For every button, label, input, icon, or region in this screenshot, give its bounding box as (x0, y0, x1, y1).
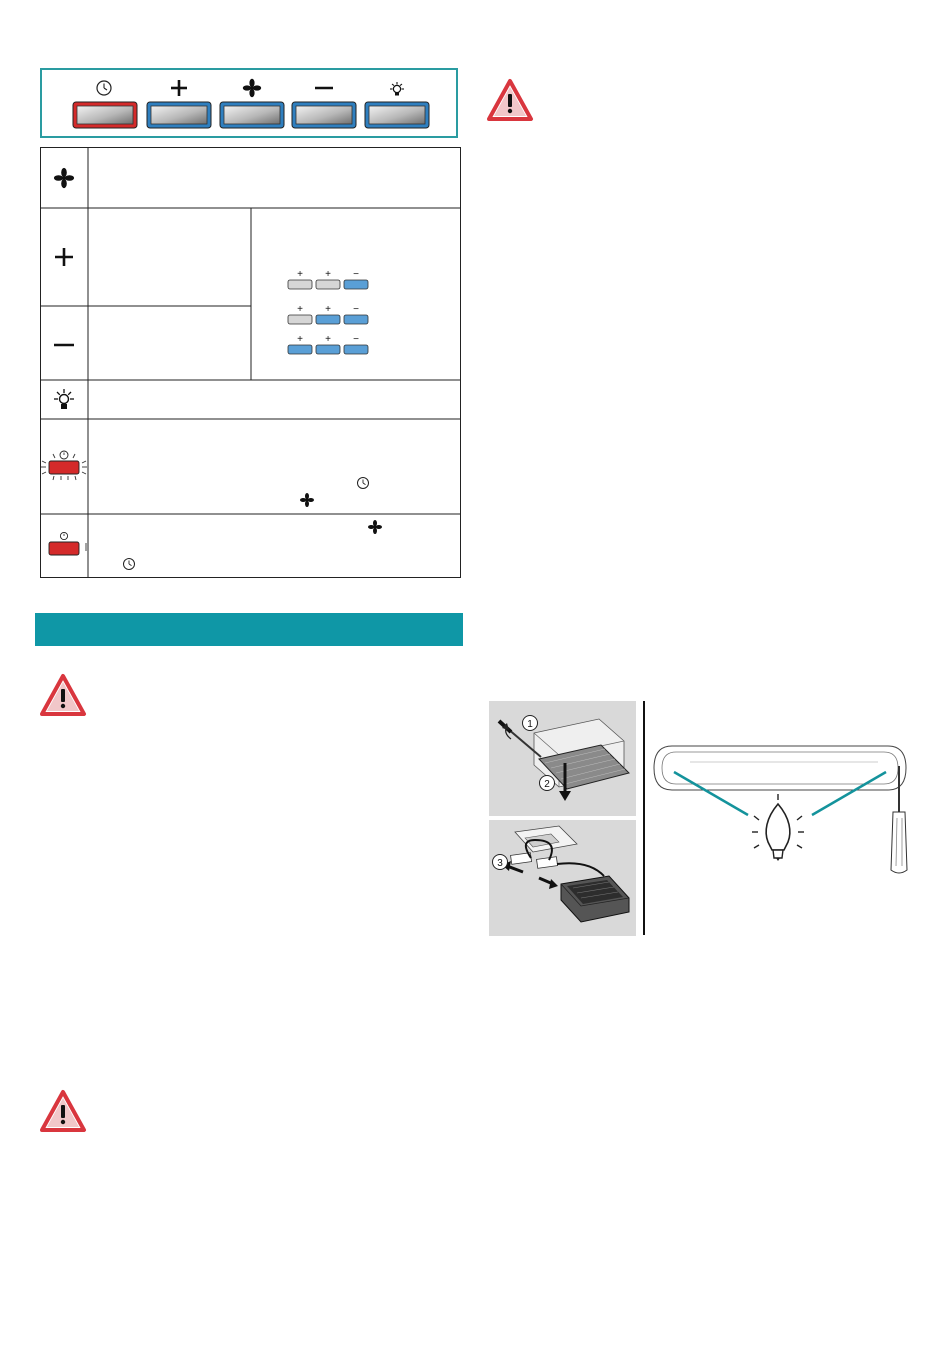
speed-2-key (288, 315, 312, 324)
speed-3-key (288, 345, 312, 354)
figure-divider (643, 701, 645, 935)
table-row-light-bulb-icon (54, 389, 74, 409)
speed-1-key (316, 280, 340, 289)
table-row-plus-icon (55, 248, 73, 266)
fan-button[interactable] (220, 102, 284, 128)
speed-1-key-label: − (353, 269, 359, 280)
fan-icon (243, 79, 261, 97)
inline-fan-icon (300, 493, 314, 507)
clock-icon (97, 81, 111, 95)
table-row-fan-icon (54, 168, 74, 188)
plus-icon (171, 80, 187, 96)
speed-2-key-label: + (297, 304, 303, 315)
inline-clock-icon-2 (124, 559, 135, 570)
section-heading-bar (35, 613, 463, 646)
speed-2-key (344, 315, 368, 324)
warning-triangle-icon (486, 78, 534, 122)
controls-table-grid (40, 147, 461, 578)
filter-removal-illustration (489, 701, 636, 816)
speed-1-key (344, 280, 368, 289)
svg-text:1: 1 (527, 719, 533, 730)
speed-2-keys (288, 304, 368, 324)
speed-2-key-label: − (353, 304, 359, 315)
speed-3-key-label: + (325, 334, 331, 345)
light-bulb-replacement-illustration (650, 738, 915, 878)
control-panel-diagram (40, 68, 458, 138)
light-module-disconnect-illustration (489, 820, 636, 936)
controls-table (40, 147, 461, 578)
minus-button[interactable] (292, 102, 356, 128)
speed-2-key (316, 315, 340, 324)
speed-levels-diagram (288, 269, 368, 354)
warning-triangle-icon-2 (39, 673, 87, 717)
speed-3-key-label: − (353, 334, 359, 345)
step-marker-1 (523, 716, 538, 731)
svg-text:2: 2 (544, 779, 550, 790)
speed-1-key-label: + (325, 269, 331, 280)
table-row-blinking-red-button-icon (41, 451, 87, 480)
inline-clock-icon (358, 478, 369, 489)
speed-1-keys (288, 269, 368, 289)
plus-button[interactable] (147, 102, 211, 128)
step-marker-3 (493, 855, 508, 870)
light-icon (390, 82, 404, 96)
table-row-red-button-icon (49, 532, 79, 555)
svg-text:3: 3 (497, 858, 503, 869)
step-marker-2 (540, 776, 555, 791)
speed-3-keys (288, 334, 368, 354)
speed-3-key (344, 345, 368, 354)
speed-1-key (288, 280, 312, 289)
timer-button[interactable] (73, 102, 137, 128)
speed-3-key-label: + (297, 334, 303, 345)
speed-3-key (316, 345, 340, 354)
warning-triangle-icon-3 (39, 1089, 87, 1133)
speed-2-key-label: + (325, 304, 331, 315)
speed-1-key-label: + (297, 269, 303, 280)
inline-fan-icon-2 (368, 520, 382, 534)
light-button[interactable] (365, 102, 429, 128)
bulb-icon (752, 794, 804, 861)
control-panel-graphic (42, 70, 460, 140)
